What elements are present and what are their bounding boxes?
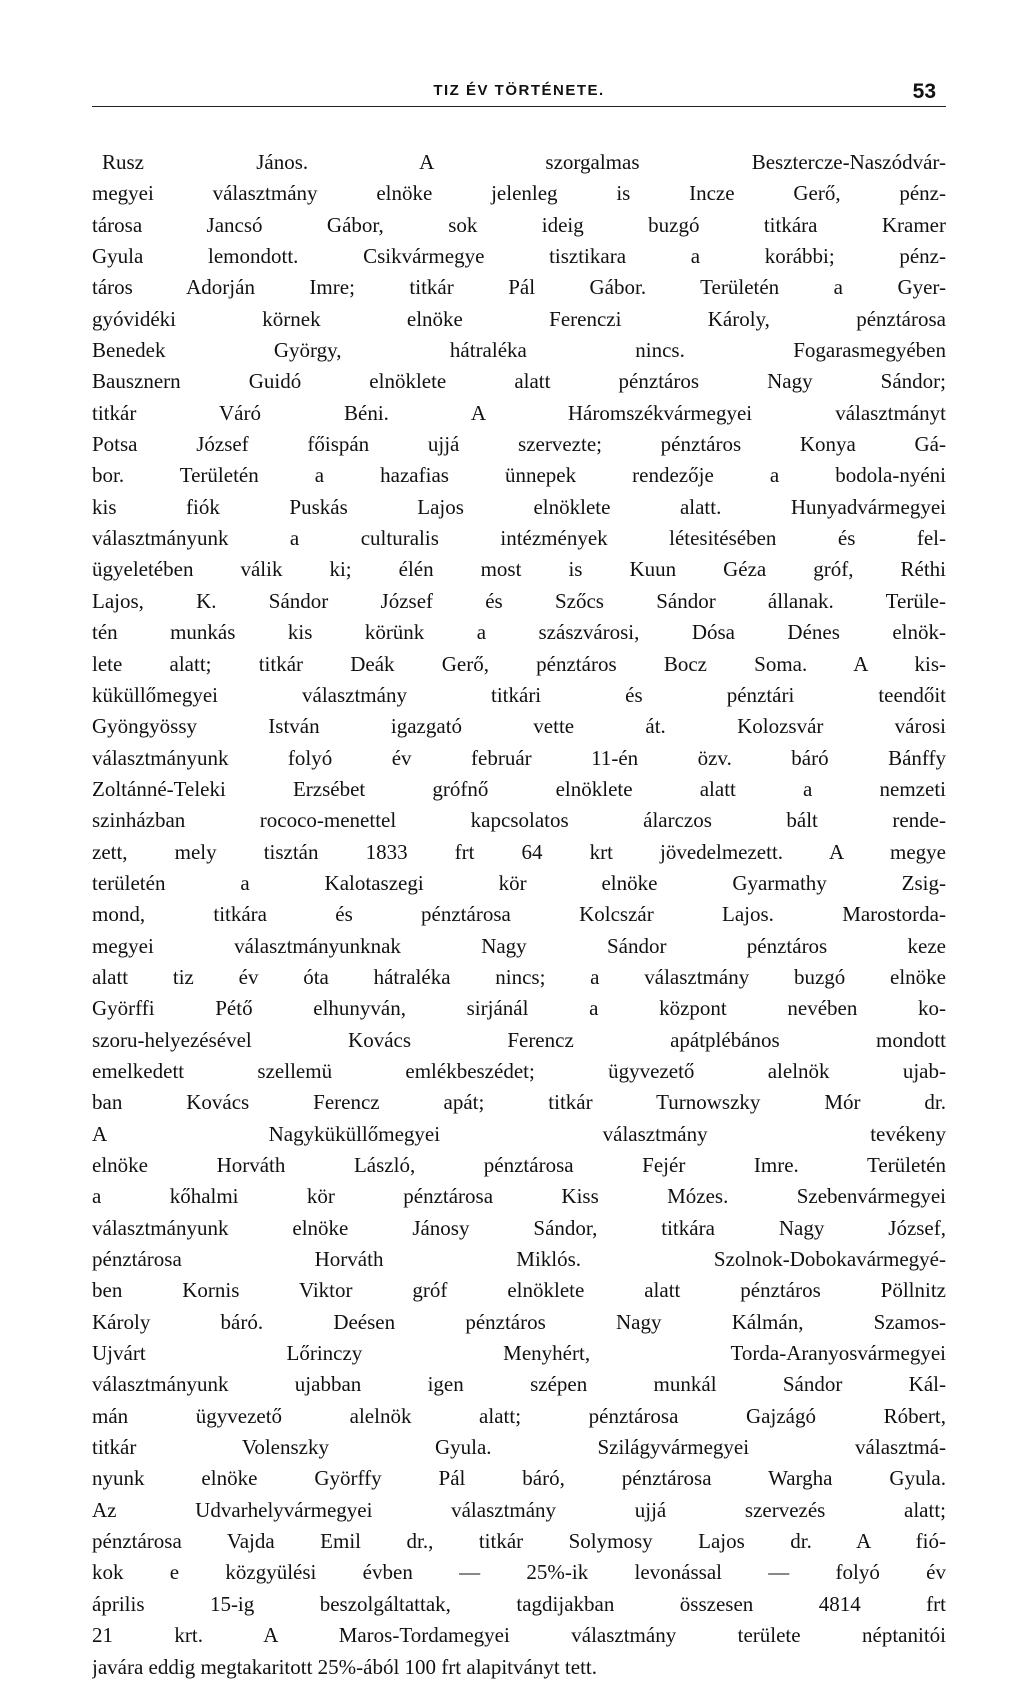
text-line: nyunk elnöke Györffy Pál báró, pénztárosa Wargha Gyula. — [92, 1466, 946, 1491]
body-paragraph — [92, 147, 946, 1683]
text-line: gyóvidéki körnek elnöke Ferenczi Károly, pénztárosa — [92, 306, 946, 331]
text-line: szoru-helyezésével Kovács Ferencz apátplébános mondott — [92, 1027, 946, 1052]
page-number: 53 — [912, 80, 936, 103]
text-line: pénztárosa Horváth Miklós. Szolnok-Dobokavármegyé- — [92, 1247, 946, 1272]
text-line: 21 krt. A Maros-Tordamegyei választmány területe néptanitói — [92, 1623, 946, 1648]
running-title: TIZ ÉV TÖRTÉNETE. — [433, 82, 605, 99]
text-line: kis fiók Puskás Lajos elnöklete alatt. Hunyadvármegyei — [92, 494, 946, 519]
text-line: választmányunk a culturalis intézmények létesitésében és fel- — [92, 526, 946, 551]
text-line: bor. Területén a hazafias ünnepek rendezője a bodola-nyéni — [92, 463, 946, 488]
text-line: területén a Kalotaszegi kör elnöke Gyarmathy Zsig- — [92, 870, 946, 895]
text-line: lete alatt; titkár Deák Gerő, pénztáros Bocz Soma. A kis- — [92, 651, 946, 676]
text-line: a kőhalmi kör pénztárosa Kiss Mózes. Szebenvármegyei — [92, 1184, 946, 1209]
text-line: mán ügyvezető alelnök alatt; pénztárosa Gajzágó Róbert, — [92, 1403, 946, 1428]
text-line: Györffi Pétő elhunyván, sirjánál a központ nevében ko- — [92, 996, 946, 1021]
text-line: Ujvárt Lőrinczy Menyhért, Torda-Aranyosvármegyei — [92, 1341, 946, 1366]
text-line: megyei választmányunknak Nagy Sándor pénztáros keze — [92, 933, 946, 958]
text-line: titkár Váró Béni. A Háromszékvármegyei választmányt — [92, 400, 946, 425]
header-rule — [92, 106, 946, 107]
text-line: ügyeletében válik ki; élén most is Kuun Géza gróf, Réthi — [92, 557, 946, 582]
text-line: szinházban rococo-menettel kapcsolatos álarczos bált rende- — [92, 808, 946, 833]
text-line: választmányunk folyó év február 11-én özv. báró Bánffy — [92, 745, 946, 770]
text-line: A Nagyküküllőmegyei választmány tevékeny — [92, 1121, 946, 1146]
text-line: Rusz János. A szorgalmas Beszterczе-Naszódvár- — [102, 150, 946, 174]
text-line: április 15-ig beszolgáltattak, tagdijakban összesen 4814 frt — [92, 1591, 946, 1616]
text-line: küküllőmegyei választmány titkári és pénztári teendőit — [92, 682, 946, 707]
text-line: ban Kovács Ferencz apát; titkár Turnowszky Mór dr. — [92, 1090, 946, 1115]
text-line: javára eddig megtakaritott 25%-ából 100 frt alapitványt tett. — [92, 1654, 597, 1679]
text-line: választmányunk ujabban igen szépen munkál Sándor Kál- — [92, 1372, 946, 1397]
text-line: Gyöngyössy István igazgató vette át. Kolozsvár városi — [92, 714, 946, 739]
text-line: zett, mely tisztán 1833 frt 64 krt jövedelmezett. A megye — [92, 839, 946, 864]
text-line: elnöke Horváth László, pénztárosa Fejér Imre. Területén — [92, 1153, 946, 1177]
text-line: ben Kornis Viktor gróf elnöklete alatt pénztáros Pöllnitz — [92, 1278, 946, 1303]
text-line: Potsa József főispán ujjá szervezte; pénztáros Konya Gá- — [92, 432, 946, 457]
text-line: alatt tiz év óta hátraléka nincs; a választmány buzgó elnöke — [92, 964, 946, 989]
text-line: tén munkás kis körünk a szászvárosi, Dósa Dénes elnök- — [92, 620, 946, 645]
text-line: Zoltánné-Teleki Erzsébet grófnő elnöklete alatt a nemzeti — [92, 776, 946, 801]
text-line: pénztárosa Vajda Emil dr., titkár Solymosy Lajos dr. A fió- — [92, 1529, 946, 1554]
running-head — [92, 78, 946, 108]
text-line: kok e közgyülési évben — 25%-ik levonással — folyó év — [92, 1560, 946, 1585]
text-line: táros Adorján Imre; titkár Pál Gábor. Területén a Gyer- — [92, 275, 946, 300]
text-line: Lajos, K. Sándor József és Szőcs Sándor állanak. Terüle- — [92, 588, 946, 613]
text-line: választmányunk elnöke Jánosy Sándor, titkára Nagy József, — [92, 1215, 946, 1240]
text-line: Gyula lemondott. Csikvármegye tisztikara a korábbi; pénz- — [92, 244, 946, 269]
text-line: mond, titkára és pénztárosa Kolcszár Lajos. Marostorda- — [92, 902, 946, 927]
text-line: Bausznern Guidó elnöklete alatt pénztáros Nagy Sándor; — [92, 369, 946, 394]
text-line: emelkedett szellemü emlékbeszédet; ügyvezető alelnök ujab- — [92, 1058, 946, 1083]
text-line: Az Udvarhelyvármegyei választmány ujjá szervezés alatt; — [92, 1497, 946, 1522]
text-line: Benedek György, hátraléka nincs. Fogarasmegyében — [92, 338, 946, 363]
text-line: megyei választmány elnöke jelenleg is Incze Gerő, pénz- — [92, 181, 946, 206]
text-line: titkár Volenszky Gyula. Szilágyvármegyei választmá- — [92, 1435, 946, 1460]
text-line: Károly báró. Deésen pénztáros Nagy Kálmán, Szamos- — [92, 1309, 946, 1334]
text-line: tárosa Jancsó Gábor, sok ideig buzgó titkára Kramer — [92, 212, 946, 237]
